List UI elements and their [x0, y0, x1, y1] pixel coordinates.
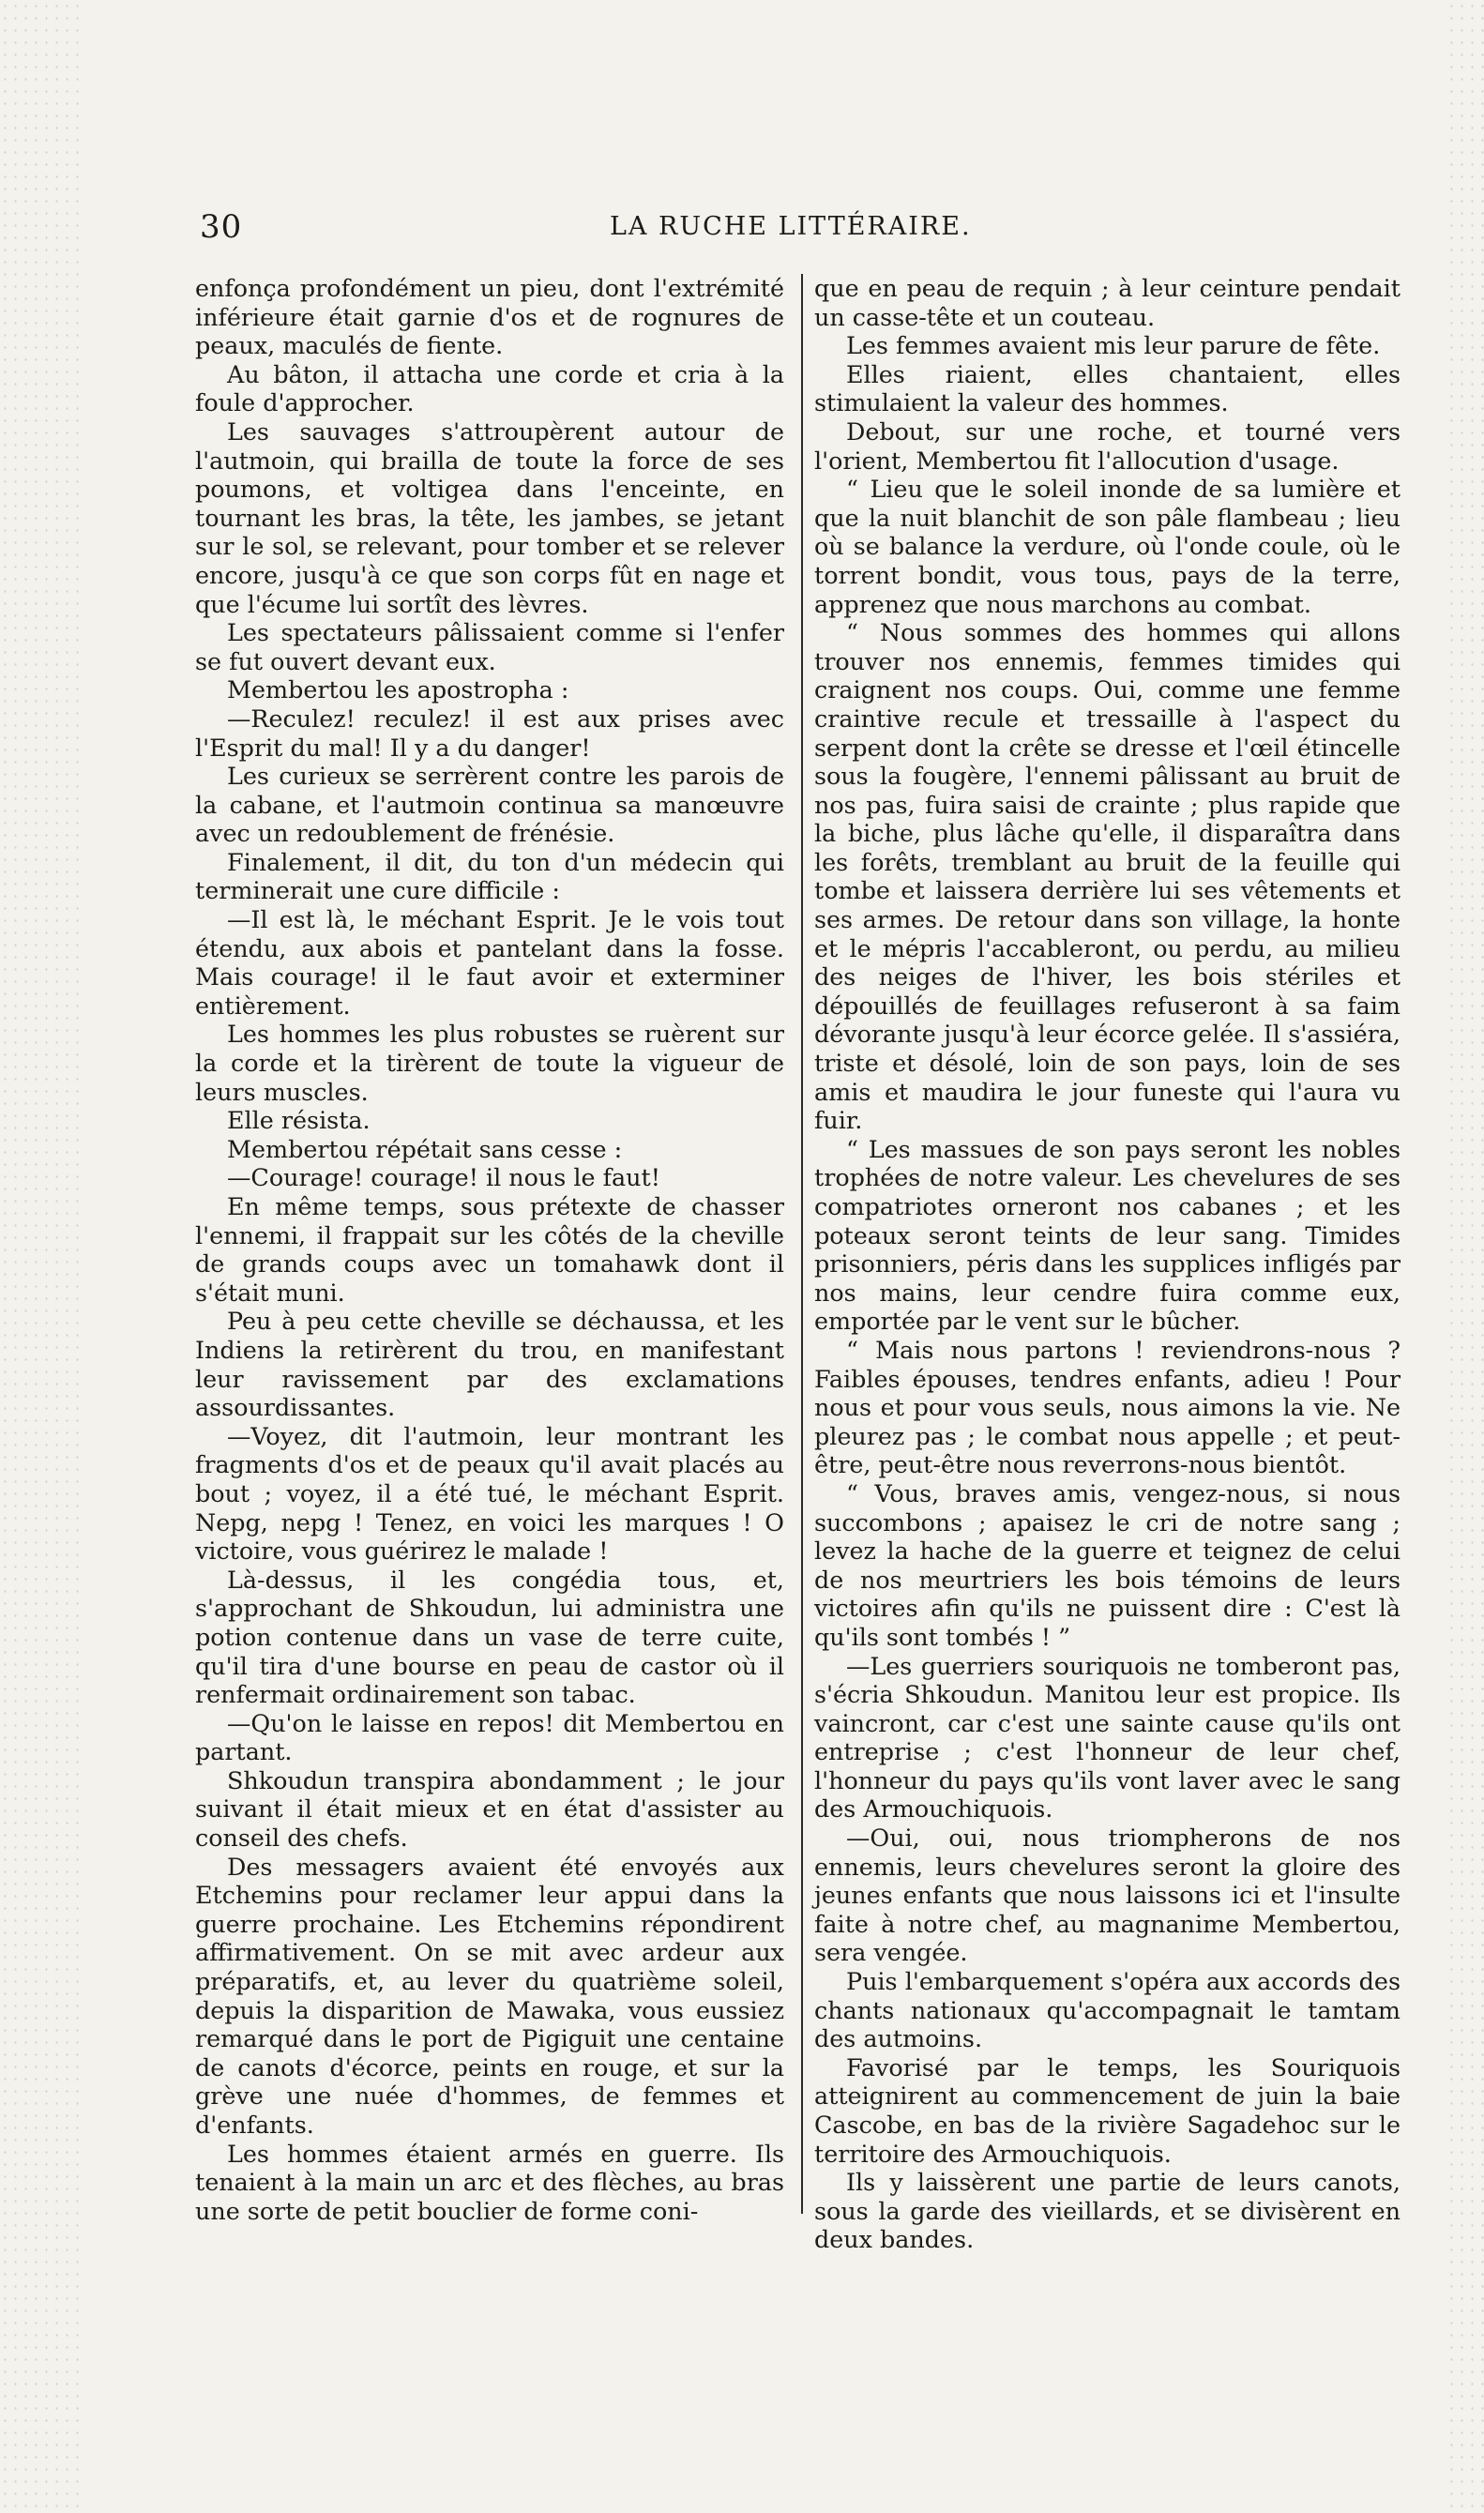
right-column: [814, 274, 1401, 2254]
paragraph: “ Vous, braves amis, vengez-nous, si nous succombons ; apaisez le cri de notre sang ; levez la hache de la guerre et teignez de celui de nos meurtriers les bois témoins de leurs victoires afin qu'ils ne puissent dire : C'est là qu'ils sont tombés ! ”: [814, 1478, 1401, 1651]
paragraph: Puis l'embarquement s'opéra aux accords des chants nationaux qu'accompagnait le tamtam des autmoins.: [814, 1967, 1401, 2053]
paragraph: Peu à peu cette cheville se déchaussa, et les Indiens la retirèrent du trou, en manifestant leur ravissement par des exclamations assourdissantes.: [195, 1307, 784, 1422]
paragraph: Debout, sur une roche, et tourné vers l'orient, Membertou fit l'allocution d'usage.: [814, 416, 1401, 475]
paragraph: enfonça profondément un pieu, dont l'extrémité inférieure était garnie d'os et de rognures de peaux, maculés de fiente.: [195, 274, 784, 360]
paragraph: Shkoudun transpira abondamment ; le jour suivant il était mieux et en état d'assister au conseil des chefs.: [195, 1765, 784, 1853]
paragraph: —Qu'on le laisse en repos! dit Membertou en partant.: [195, 1708, 784, 1766]
paragraph: —Il est là, le méchant Esprit. Je le vois tout étendu, aux abois et pantelant dans la fosse. Mais courage! il le faut avoir et exterminer entièrement.: [195, 905, 784, 1020]
paragraph: “ Mais nous partons ! reviendrons-nous ? Faibles épouses, tendres enfants, adieu ! Pour nous et pour vous seuls, nous aimons la vie. Ne pleurez pas ; le combat nous appelle ; et peut-être, peut-être nous reverrons-nous bientôt.: [814, 1335, 1401, 1479]
running-title: LA RUCHE LITTÉRAIRE.: [610, 212, 972, 241]
paragraph: Les sauvages s'attroupèrent autour de l'autmoin, qui brailla de toute la force de ses poumons, et voltigea dans l'enceinte, en tournant les bras, la tête, les jambes, se jetant sur le sol, se relevant, pour tomber et se relever encore, jusqu'à ce que son corps fût en nage et que l'écume lui sortît des lèvres.: [195, 416, 784, 618]
paragraph: Membertou les apostropha :: [227, 675, 569, 704]
paragraph: Les femmes avaient mis leur parure de fête.: [846, 331, 1381, 360]
paragraph: Ils y laissèrent une partie de leurs canots, sous la garde des vieillards, et se divisèrent en deux bandes.: [814, 2168, 1401, 2254]
paragraph: Les hommes étaient armés en guerre. Ils tenaient à la main un arc et des flèches, au bras une sorte de petit bouclier de forme coni-: [195, 2139, 784, 2225]
page-number: 30: [200, 208, 243, 246]
paragraph: Là-dessus, il les congédia tous, et, s'approchant de Shkoudun, lui administra une potion contenue dans un vase de terre cuite, qu'il tira d'une bourse en peau de castor où il renfermait ordinairement son tabac.: [195, 1565, 784, 1709]
paragraph: “ Nous sommes des hommes qui allons trouver nos ennemis, femmes timides qui craignent nos coups. Oui, comme une femme craintive recule et tressaille à l'aspect du serpent dont la crête se dresse et l'œil étincelle sous la fougère, l'ennemi pâlissant au bruit de nos pas, fuira saisi de crainte ; plus rapide que la biche, plus lâche qu'elle, il disparaîtra dans les forêts, tremblant au bruit de la feuille qui tombe et laissera derrière lui ses vêtements et ses armes. De retour dans son village, la honte et le mépris l'accableront, ou perdu, au milieu des neiges de l'hiver, les bois stériles et dépouillés de feuillages refuseront à sa faim dévorante jusqu'à leur écorce gelée. Il s'assiéra, triste et désolé, loin de son pays, loin de ses amis et maudira le jour funeste qui l'aura vu fuir.: [814, 618, 1401, 1135]
paragraph: “ Les massues de son pays seront les nobles trophées de notre valeur. Les chevelures de ses compatriotes orneront nos cabanes ; et les poteaux seront teints de leur sang. Timides prisonniers, péris dans les supplices infligés par nos mains, leur cendre fuira comme eux, emportée par le vent sur le bûcher.: [814, 1134, 1401, 1336]
paragraph: Les hommes les plus robustes se ruèrent sur la corde et la tirèrent de toute la vigueur de leurs muscles.: [195, 1020, 784, 1106]
paragraph: Au bâton, il attacha une corde et cria à la foule d'approcher.: [195, 359, 784, 417]
paragraph: “ Lieu que le soleil inonde de sa lumière et que la nuit blanchit de son pâle flambeau ; lieu où se balance la verdure, où l'onde coule, où le torrent bondit, vous tous, pays de la terre, apprenez que nous marchons au combat.: [814, 475, 1401, 618]
paragraph: —Les guerriers souriquois ne tomberont pas, s'écria Shkoudun. Manitou leur est propice. Ils vaincront, car c'est une sainte cause qu'ils ont entreprise ; c'est l'honneur de leur chef, l'honneur du pays qu'ils vont laver avec le sang des Armouchiquois.: [814, 1651, 1401, 1824]
left-column: [195, 274, 784, 2225]
paragraph: En même temps, sous prétexte de chasser l'ennemi, il frappait sur les côtés de la cheville de grands coups avec un tomahawk dont il s'était muni.: [195, 1192, 784, 1307]
paragraph: —Oui, oui, nous triompherons de nos ennemis, leurs chevelures seront la gloire des jeunes enfants que nous laissons ici et l'insulte faite à notre chef, au magnanime Membertou, sera vengée.: [814, 1824, 1401, 1967]
paragraph: Les curieux se serrèrent contre les parois de la cabane, et l'autmoin continua sa manœuvre avec un redoublement de frénésie.: [195, 762, 784, 848]
page-edge-speckle-right: [1446, 0, 1484, 2513]
paragraph: que en peau de requin ; à leur ceinture pendait un casse-tête et un couteau.: [814, 274, 1401, 331]
paragraph: Elles riaient, elles chantaient, elles stimulaient la valeur des hommes.: [814, 359, 1401, 417]
paragraph: Elle résista.: [227, 1106, 371, 1135]
paragraph: —Courage! courage! il nous le faut!: [227, 1163, 660, 1192]
paragraph: Favorisé par le temps, les Souriquois atteignirent au commencement de juin la baie Cascobe, en bas de la rivière Sagadehoc sur le territoire des Armouchiquois.: [814, 2052, 1401, 2168]
paragraph: Des messagers avaient été envoyés aux Etchemins pour reclamer leur appui dans la guerre prochaine. Les Etchemins répondirent affirmativement. On se mit avec ardeur aux préparatifs, et, au lever du quatrième soleil, depuis la disparition de Mawaka, vous eussiez remarqué dans le port de Pigiguit une centaine de canots d'écorce, peints en rouge, et sur la grève une nuée d'hommes, de femmes et d'enfants.: [195, 1852, 784, 2139]
paragraph: Membertou répétait sans cesse :: [227, 1134, 623, 1163]
page-edge-speckle-left: [0, 0, 84, 2513]
paragraph: Finalement, il dit, du ton d'un médecin qui terminerait une cure difficile :: [195, 847, 784, 905]
column-divider: [801, 274, 803, 2214]
paragraph: —Voyez, dit l'autmoin, leur montrant les fragments d'os et de peaux qu'il avait placés au bout ; voyez, il a été tué, le méchant Esprit. Nepg, nepg ! Tenez, en voici les marques ! O victoire, vous guérirez le malade !: [195, 1421, 784, 1566]
paragraph: —Reculez! reculez! il est aux prises avec l'Esprit du mal! Il y a du danger!: [195, 704, 784, 762]
page-header: [192, 208, 1402, 255]
paragraph: Les spectateurs pâlissaient comme si l'enfer se fut ouvert devant eux.: [195, 618, 784, 675]
